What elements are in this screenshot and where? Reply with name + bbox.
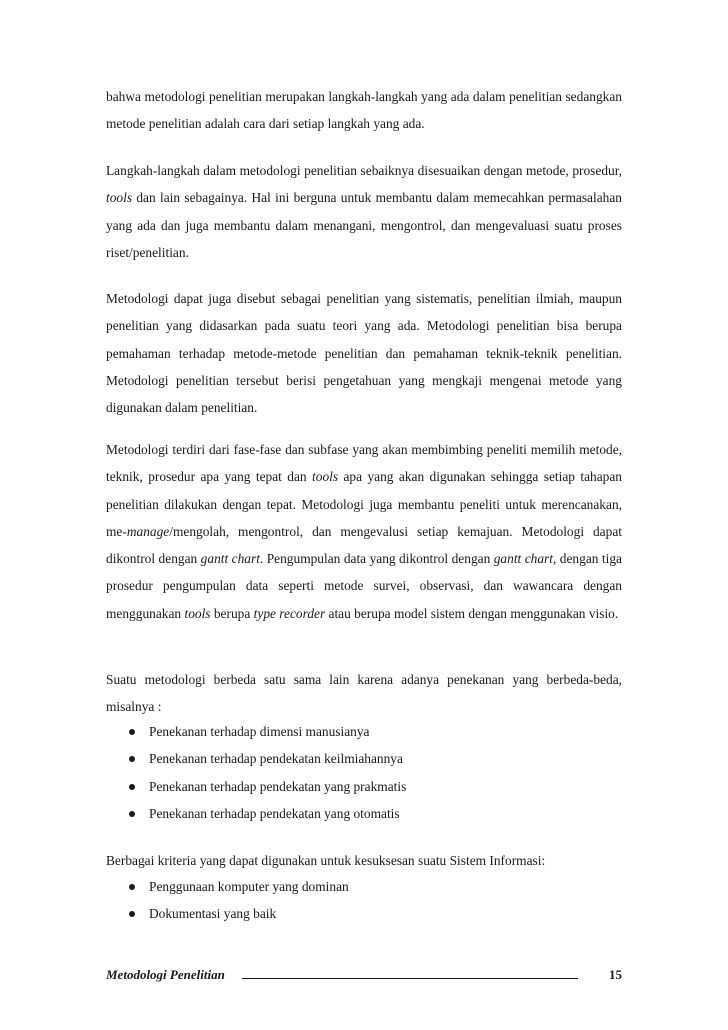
page-number: 15 [609,967,622,982]
paragraph-3 [106,285,622,421]
footer-title: Metodologi Penelitian [106,967,225,982]
text-run: berupa [210,605,254,621]
italic-term: type recorder [253,605,326,621]
list-item [106,773,622,800]
list-item-text: Penekanan terhadap pendekatan yang otomatis [149,805,400,821]
italic-term: tools [184,605,211,621]
list-item [106,800,622,827]
italic-term: tools [312,469,339,485]
bullet-icon [129,884,135,890]
paragraph-2 [106,157,622,266]
list-item-text: Penekanan terhadap dimensi manusianya [149,724,370,739]
paragraph-text: Metodologi dapat juga disebut sebagai penelitian yang sistematis, penelitian ilmiah, maupun penelitian yang didasarkan pada suatu teori yang ada. Metodologi penelitian bisa berupa pemahaman terhadap metode-metode penelitian dan pemahaman teknik-teknik penelitian. Metodologi penelitian tersebut berisi pengetahuan yang mengkaji mengenai metode yang digunakan dalam penelitian. [106,291,622,416]
text-run: , dengan tiga prosedur pengumpulan data seperti metode survei, observasi, dan wawancara dengan menggunakan [106,551,622,621]
list-item [106,745,622,772]
text-run: Langkah-langkah dalam metodologi penelitian sebaiknya disesuaikan dengan metode, prosedur, [106,163,622,178]
bullet-icon [129,811,135,817]
italic-term: manage [126,523,170,539]
bullet-icon [129,911,135,917]
text-run: apa yang akan digunakan sehingga setiap tahapan penelitian dilakukan dengan tepat. Metodologi juga membantu peneliti untuk merencanakan, me- [106,469,622,539]
paragraph-text: Berbagai kriteria yang dapat digunakan untuk kesuksesan suatu Sistem Informasi: [106,853,546,868]
paragraph-4 [106,436,622,627]
footer-divider [242,978,578,979]
paragraph-1 [106,83,622,138]
text-run: /mengolah, mengontrol, dan mengevalusi setiap kemajuan. Metodologi dapat dikontrol dengan [106,523,622,567]
paragraph-text: Suatu metodologi berbeda satu sama lain karena adanya penekanan yang berbeda-beda, misalnya : [106,672,622,715]
bullet-icon [129,756,135,762]
list-item [106,873,622,900]
bullet-list-emphasis [106,718,622,827]
italic-term: tools [106,190,133,206]
paragraph-text: bahwa metodologi penelitian merupakan langkah-langkah yang ada dalam penelitian sedangkan metode penelitian adalah cara dari setiap langkah yang ada. [106,89,622,132]
list-item-text: Dokumentasi yang baik [149,906,277,922]
list-item [106,718,622,745]
list-item-text: Penekanan terhadap pendekatan keilmiahannya [149,751,403,767]
list-item [106,900,622,927]
text-run: Metodologi terdiri dari fase-fase dan subfase yang akan membimbing peneliti memilih metode, teknik, prosedur apa yang tepat dan [106,442,622,485]
bullet-list-criteria [106,873,622,928]
list-item-text: Penekanan terhadap pendekatan yang prakmatis [149,778,407,794]
paragraph-6 [106,847,622,874]
text-run: . Pengumpulan data yang dikontrol dengan [259,551,494,567]
italic-term: gantt chart [200,551,260,567]
text-run: dan lain sebagainya. Hal ini berguna untuk membantu dalam memecahkan permasalahan yang ada dan juga membantu dalam menangani, mengontrol, dan mengevaluasi suatu proses riset/penelitian. [106,190,622,260]
paragraph-5 [106,666,622,721]
bullet-icon [129,784,135,790]
list-item-text: Penggunaan komputer yang dominan [149,879,349,894]
italic-term: gantt chart [493,551,553,567]
bullet-icon [129,729,135,735]
text-run: atau berupa model sistem dengan menggunakan visio. [325,605,619,621]
